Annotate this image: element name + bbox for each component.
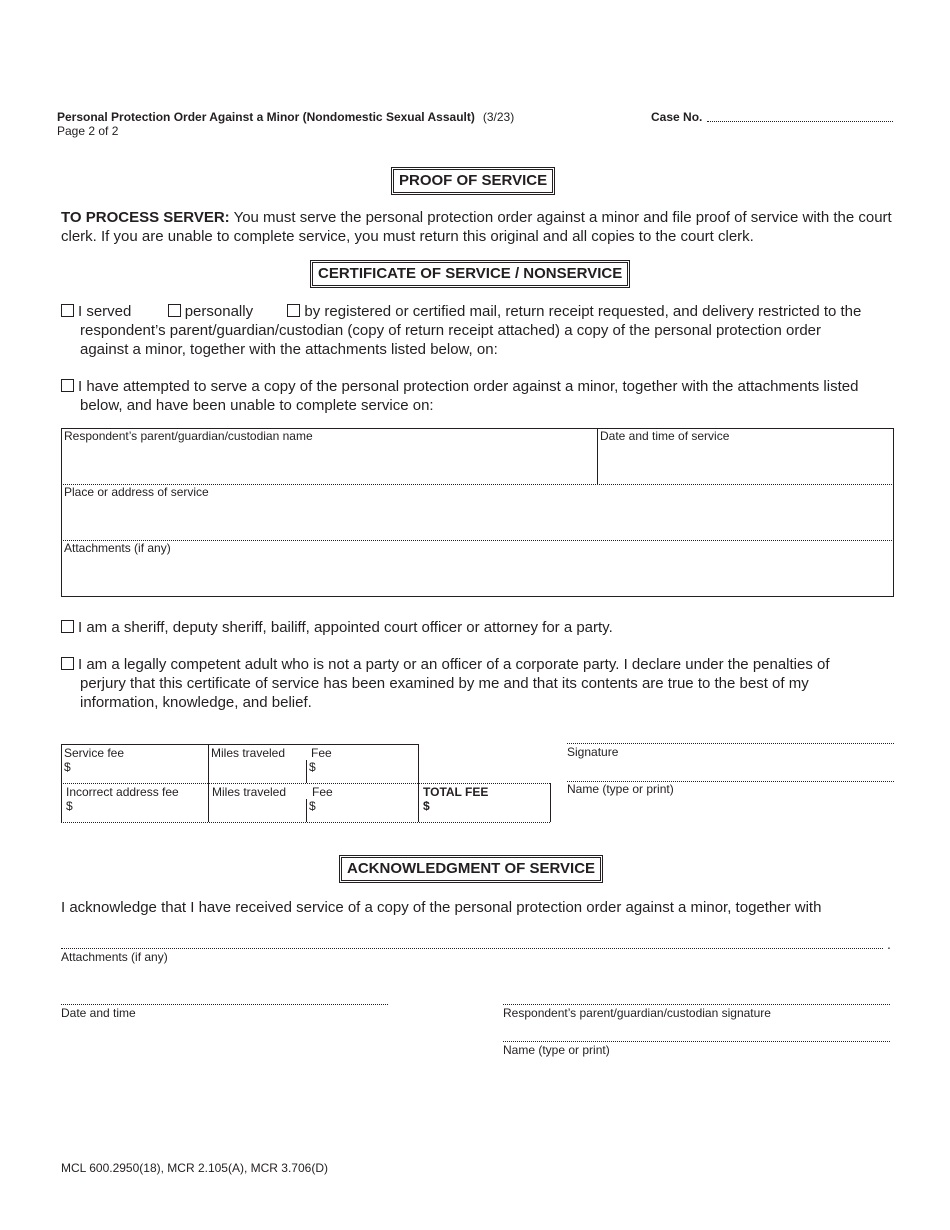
form-revision: (3/23) [482,110,515,124]
process-server-lead: TO PROCESS SERVER: [61,209,230,226]
mail-label: by registered or certified mail, return receipt requested, and delivery restricted to the [304,303,862,320]
acknowledgment-text: I acknowledge that I have received service of a copy of the personal protection order against a minor, together with [61,899,822,916]
officer-statement-row [61,618,613,637]
ack-datetime-line[interactable] [61,1004,388,1005]
officer-checkbox[interactable] [61,620,74,633]
signature-label: Signature [567,745,619,759]
personally-label: personally [184,303,254,320]
acknowledgment-title: ACKNOWLEDGMENT OF SERVICE [341,857,601,881]
case-number-field[interactable] [707,120,893,122]
incorrect-fee-field[interactable] [307,784,418,822]
form-title [57,110,514,124]
adult-statement-line3: information, knowledge, and belief. [80,694,312,711]
signature-line[interactable] [567,743,894,744]
process-server-text: You must serve the personal protection order against a minor and file proof of service with the court clerk. If you are unable to complete service, you must return this original and all copies to the court clerk. [61,209,892,245]
ack-period: . [887,936,891,952]
service-place-field[interactable] [62,484,893,540]
fee-label: Fee [311,746,332,760]
served-label: I served [78,303,132,320]
legal-citation-footer: MCL 600.2950(18), MCR 2.105(A), MCR 3.706(D) [61,1161,328,1175]
personally-checkbox[interactable] [168,304,181,317]
miles-traveled-field[interactable] [209,745,306,783]
service-datetime-field[interactable] [598,428,893,484]
fee-table-bottom [61,822,550,823]
respondent-name-line[interactable] [503,1041,890,1042]
service-datetime-label: Date and time of service [600,429,730,443]
officer-statement: I am a sheriff, deputy sheriff, bailiff, appointed court officer or attorney for a party. [78,619,613,636]
ack-datetime-label: Date and time [61,1006,136,1020]
ack-attachments-label: Attachments (if any) [61,950,168,964]
total-fee-dollar: $ [423,799,430,813]
attempted-line2: below, and have been unable to complete service on: [80,397,434,414]
incorrect-address-fee-field[interactable] [64,784,208,822]
process-server-instructions [61,208,901,246]
attempted-checkbox[interactable] [61,379,74,392]
attempted-row [61,377,858,396]
service-fee-field[interactable] [62,745,208,783]
service-place-label: Place or address of service [64,485,209,499]
ack-attachments-line[interactable] [61,948,883,949]
service-fee-label: Service fee [64,746,125,760]
total-fee-field[interactable] [421,784,549,822]
service-attachments-field[interactable] [62,540,893,596]
case-number-label: Case No. [651,110,703,124]
attempted-line1: I have attempted to serve a copy of the personal protection order against a minor, together with the attachments listed [78,378,859,395]
incorrect-miles-label: Miles traveled [212,785,287,799]
respondent-signature-line[interactable] [503,1004,890,1005]
incorrect-miles-field[interactable] [210,784,306,822]
total-fee-label: TOTAL FEE [423,785,489,799]
respondent-name-label: Respondent’s parent/guardian/custodian name [64,429,313,443]
respondent-name-print-label: Name (type or print) [503,1043,610,1057]
respondent-signature-label: Respondent’s parent/guardian/custodian signature [503,1006,771,1020]
proof-of-service-title: PROOF OF SERVICE [393,169,553,193]
miles-traveled-label: Miles traveled [211,746,286,760]
adult-statement-line2: perjury that this certificate of service has been examined by me and that its contents are true to the best of my [80,675,809,692]
service-option-line3: against a minor, together with the attachments listed below, on: [80,341,498,358]
incorrect-fee-amount: $ [309,799,316,813]
server-name-label: Name (type or print) [567,782,674,796]
page-number: Page 2 of 2 [57,124,119,138]
service-fee-dollar: $ [64,760,71,774]
adult-statement-row [61,655,830,674]
fee-table-right [550,783,551,822]
fee-table-col4 [418,744,419,822]
incorrect-fee-dollar: $ [66,799,73,813]
incorrect-address-fee-label: Incorrect address fee [66,785,179,799]
mail-checkbox[interactable] [287,304,300,317]
form-title-text: Personal Protection Order Against a Minor (Nondomestic Sexual Assault) [57,110,475,124]
certificate-title: CERTIFICATE OF SERVICE / NONSERVICE [312,262,628,286]
fee-dollar: $ [309,760,316,774]
incorrect-fee-label: Fee [312,785,333,799]
service-option-row [61,302,901,321]
service-attachments-label: Attachments (if any) [64,541,171,555]
service-option-line2: respondent’s parent/guardian/custodian (copy of return receipt attached) a copy of the personal protection order [80,322,822,339]
adult-checkbox[interactable] [61,657,74,670]
served-checkbox[interactable] [61,304,74,317]
fee-field[interactable] [307,745,418,783]
adult-statement-line1: I am a legally competent adult who is not a party or an officer of a corporate party. I declare under the penalties of [78,656,830,673]
respondent-name-field[interactable] [62,428,597,484]
